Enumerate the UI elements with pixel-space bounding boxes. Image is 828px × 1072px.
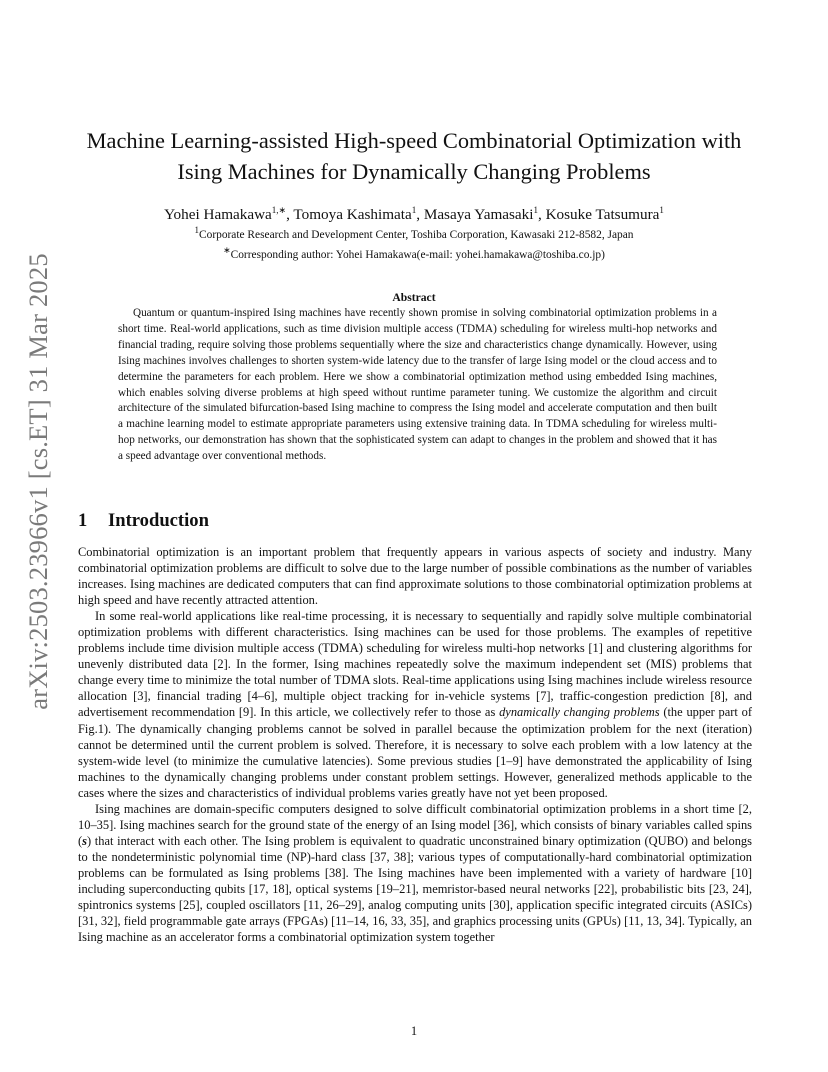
paragraph xyxy=(78,801,752,945)
author-name: Yohei Hamakawa xyxy=(164,206,272,224)
spin-symbol: s xyxy=(82,833,87,848)
author-mark: 1,∗ xyxy=(271,205,287,215)
paragraph-text: In some real-world applications like real-time processing, it is necessary to sequentially and rapidly solve multiple combinatorial optimization problems with different characteristics. Ising machines can be used for those problems. The examples of repetitive problems include time division multiple access (TDMA) scheduling for wireless multi-hop networks [1] and clustering algorithms for unevenly distributed data [2]. In the former, Ising machines repeatedly solve the maximum independent set (MIS) problems that change every time to minimize the total number of TDMA slots. Real-time applications using Ising machines include wireless resource allocation [3], financial trading [4–6], multiple object tracking for in-vehicle systems [7], traffic-congestion prediction [8], and advertisement recommendation [9]. In this article, we collectively refer to those as xyxy=(78,609,752,720)
arxiv-identifier-stamp xyxy=(20,252,56,710)
section-heading xyxy=(78,510,209,532)
author-mark: 1 xyxy=(533,205,538,215)
author-name: Tomoya Kashimata xyxy=(293,206,412,224)
arxiv-identifier-text: arXiv:2503.23966v1 [cs.ET] 31 Mar 2025 xyxy=(22,252,53,710)
affiliation-mark: 1 xyxy=(194,225,200,235)
author-mark: 1 xyxy=(659,205,664,215)
page-number: 1 xyxy=(410,1024,418,1038)
corresponding-mark: ∗ xyxy=(223,245,231,255)
introduction-body xyxy=(78,544,752,945)
abstract-body: Quantum or quantum-inspired Ising machines have recently shown promise in solving combinatorial optimization problems in a short time. Real-world applications, such as time division multiple access (TDMA) scheduling for wireless multi-hop networks and financial trading, require solving those problems sequentially where the size and characteristics change dynamically. However, using Ising machines involves challenges to shorten system-wide latency due to the transfer of large Ising model or the cloud access and to determine the parameters for each problem. Here we show a combinatorial optimization method using embedded Ising machines, which enables solving diverse problems at high speed without runtime parameter tuning. We customize the algorithm and circuit architecture of the simulated bifurcation-based Ising machine to compress the Ising model and accelerate computation and then built a machine learning model to estimate appropriate parameters using extensive training data. In TDMA scheduling for wireless multi-hop networks, our demonstration has shown that the sophisticated system can adapt to changes in the problem and showed that it has a speed advantage over conventional methods. xyxy=(118,307,717,463)
abstract-heading: Abstract xyxy=(392,291,436,304)
paragraph: Combinatorial optimization is an important problem that frequently appears in various aspects of society and industry. Many combinatorial optimization problems are difficult to solve due to the large number of possible combinations as the number of variables increases. Ising machines are dedicated computers that can find approximate solutions to those combinatorial optimization problems at high speed and have recently attracted attention. xyxy=(78,545,752,608)
emphasized-term: dynamically changing problems xyxy=(499,705,660,720)
paragraph xyxy=(78,608,752,801)
section-number: 1 xyxy=(78,510,88,531)
corresponding-author xyxy=(60,243,768,263)
paragraph-text: Ising machines are domain-specific computers designed to solve difficult combinatorial optimization problems in a short time [2, 10–35]. Ising machines search for the ground state of the energy of an Ising model [36], which consists of binary variables called spins ( xyxy=(78,801,752,848)
author-mark: 1 xyxy=(411,205,417,215)
paper-title-line-2: Ising Machines for Dynamically Changing Problems xyxy=(177,159,651,184)
author-name: Kosuke Tatsumura xyxy=(545,206,660,224)
author-name: Masaya Yamasaki xyxy=(423,206,534,224)
author-list: Yohei Hamakawa$^{1,∗}$, Tomoya Kashimata$^1$, Masaya Yamasaki$^1$, Kosuke Tatsumura$^1$ xyxy=(164,205,664,224)
paragraph-text: ) that interact with each other. The Ising problem is equivalent to quadratic unconstrained binary optimization (QUBO) and belongs to the nondeterministic polynomial time (NP)-hard class [37, 38]; various types of computationally-hard combinatorial optimization problems can be formulated as Ising problems [38]. The Ising machines have been implemented with a variety of hardware [10] including superconducting qubits [17, 18], optical systems [19–21], memristor-based neural networks [22], probabilistic bits [23, 24], spintronics systems [25], coupled oscillators [11, 26–29], analog computing units [30], application specific integrated circuits (ASICs) [31, 32], field programmable gate arrays (FPGAs) [11–14, 16, 33, 35], and graphics processing units (GPUs) [11, 13, 34]. Typically, an Ising machine as an accelerator forms a combinatorial optimization system together xyxy=(78,833,752,945)
corresponding-author-text: Corresponding author: Yohei Hamakawa(e-mail: yohei.hamakawa@toshiba.co.jp) xyxy=(230,248,605,261)
paper-title-line-1: Machine Learning-assisted High-speed Combinatorial Optimization with xyxy=(86,128,742,153)
affiliation xyxy=(60,223,768,243)
section-title: Introduction xyxy=(108,510,209,531)
paper-title xyxy=(60,125,768,187)
affiliation-text: Corporate Research and Development Center, Toshiba Corporation, Kawasaki 212-8582, Japan xyxy=(199,228,634,241)
paragraph-text: (the upper part of Fig.1). The dynamically changing problems cannot be solved in parallel because the optimization problem for the next (iteration) cannot be determined until the current problem is solved. Therefore, it is necessary to solve each problem with a low latency at the system-wide level (to minimize the cumulative latencies). Some previous studies [1–9] have demonstrated the applicability of Ising machines to the dynamically changing problems under constant problem settings. However, generalized methods applicable to the cases where the sizes and characteristics of individual problems varies greatly have not yet been proposed. xyxy=(78,705,753,800)
